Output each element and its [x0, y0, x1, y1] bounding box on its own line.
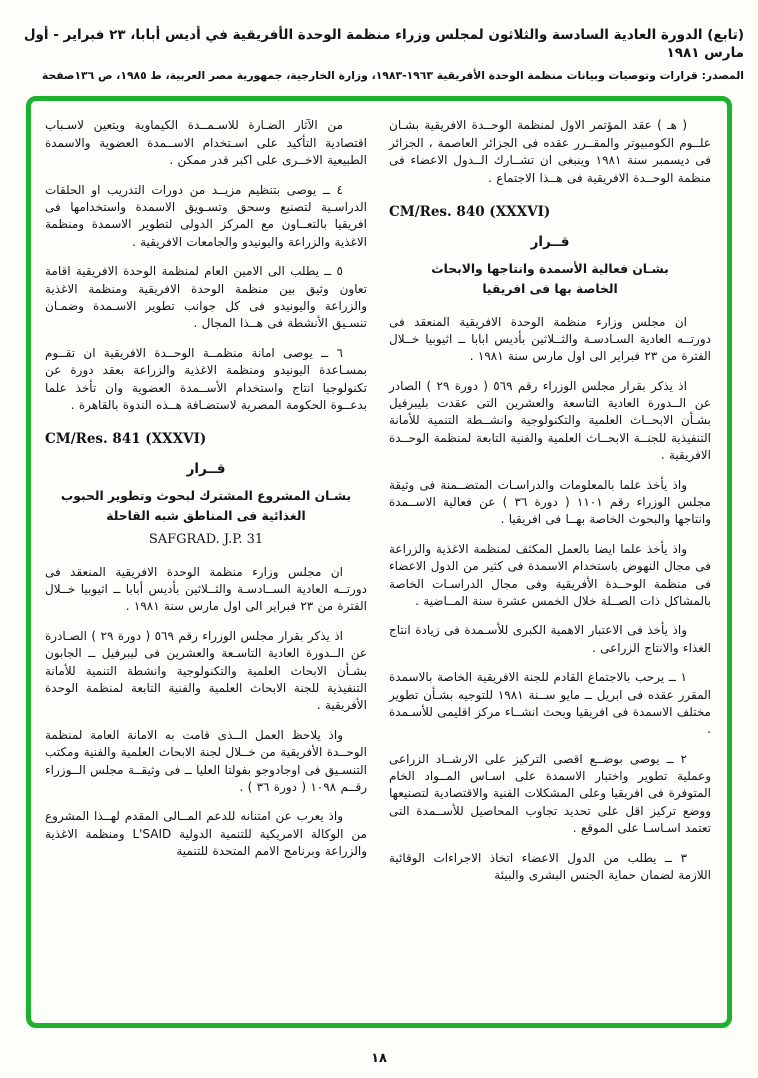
- resolution-ref-841: CM/Res. 841 (XXXVI): [45, 431, 207, 448]
- paragraph-gratitude-usaid: واذ يعرب عن امتنانه للدعم المــالى المقدم لهــذا المشروع من الوكالة الامريكية للتنمية الدولية L'SAID ومنظمة الاغذية والزراعة وبرنامج الامم المتحدة للتنمية: [45, 809, 367, 859]
- paragraph-recall-569-841: اذ يذكر بقرار مجلس الوزراء رقم ٥٦٩ ( دورة ٢٩ ) الصـادرة عن الــدورة العادية التاسـعة والعشرين فى ليبرفيل ــ الجابون بشـأن الابحاث العلمية والتكنولوجية وانشطة التنمية للأمانة التنفيذية للجنة الابحاث العلمية والفنية التابعة لمنظمة الوحدة الأفريقية .: [45, 628, 367, 713]
- content-frame: [26, 96, 732, 1028]
- column-right: [389, 117, 711, 1023]
- paragraph-note-secretariat-work: واذ يلاحظ العمل الــذى قامت به الامانة العامة لمنظمة الوحــدة الأفريقية من خــلال لجنة الابحاث العلمية والفنية ومكتب التنسـيق فى اوجادوجو بفولتا العليا ــ فى وثيقــة مجلس الــوزراء رقــم ١٠٩٨ ( دورة ٣٦ ) .: [45, 727, 367, 794]
- resolution-841-title-word: قــرار: [186, 460, 226, 477]
- paragraph-recall-569: اذ يذكر بقرار مجلس الوزراء رقم ٥٦٩ ( دورة ٢٩ ) الصادر عن الــدورة العادية التاسعة والعشرين التى عقدت بليبرفيل بشـأن الابحــاث العلمية والتكنولوجية وانشــطة التنمية للأمانة التنفيذية للجنــة الابحــاث العلمية والفنية التابعة لمنظمة الوحــدة الافريقية .: [389, 378, 711, 463]
- paragraph-council-session: ان مجلس وزارء منظمة الوحدة الافريقية المنعقد فى دورتــه العادية السـادسـة والثــلاثين بأديس ابابا ــ اثيوبيا خــلال الفترة من ٢٣ فبراير الى اول مارس سنة ١٩٨١ .: [389, 314, 711, 364]
- two-column-body: [45, 117, 711, 1023]
- numbered-item-3: ٣ ــ يطلب من الدول الاعضاء اتخاذ الاجراءات الوقائية اللازمة لضمان حماية الجنس البشرى والبيئة: [389, 850, 711, 883]
- resolution-841-subject-line1: بشـان المشروع المشترك لبحوث وتطوير الحبوب: [60, 489, 352, 504]
- header-source-line: المصدر: قرارات وتوصيات وبيانات منظمة الوحدة الأفريقية ١٩٦٣-١٩٨٣، وزارة الخارجية، جمهورية مصر العربية، ط ١٩٨٥، ص ١٣٦صفحة: [41, 69, 744, 83]
- resolution-841-safgrad-code: SAFGRAD. J.P. 31: [148, 531, 264, 547]
- column-left: [45, 117, 367, 1023]
- paragraph-fertilizer-importance: واذ يأخذ فى الاعتبار الاهمية الكبرى للأسـمدة فى زيادة انتاج الغذاء والانتاج الزراعى .: [389, 623, 711, 655]
- resolution-841-subject-line2: الغذائية فى المناطق شبه القاحلة: [106, 509, 306, 524]
- numbered-item-4: ٤ ــ يوصى بتنظيم مزيــد من دورات التدريب او الحلقات الدراسـية لتصنيع وسحق وتسـويق الاسمدة واستخدامها فى افريقيا بالتعــاون مع المركز الدولى لتطوير الاسمدة ومنظمة الاغذية والزراعة واليونيدو والجامعات الافريقية .: [45, 182, 367, 249]
- numbered-item-1: ١ ــ يرحب بالاجتماع القادم للجنة الافريقية الخاصة بالاسمدة المقرر عقده فى ابريل ــ مايو ســنة ١٩٨١ للتوجيه بشـأن تطوير مختلف الاسمدة فى افريقيا وبحث انشــاء مركز اقليمى للأسـمدة .: [389, 670, 711, 737]
- resolution-840-subject-line2: الخاصة بها فى افريقيا: [482, 281, 618, 296]
- paragraph-item-h: ( هـ ) عقد المؤتمر الاول لمنظمة الوحــدة الافريقية بشـان علــوم الكومبيوتر والمقــرر عقده فى الجزائر العاصمة ، الجزائر فى ديسمبر سنة ١٩٨١ وينبغى ان تشــارك الــدول الاعضاء فى منظمة الوحــدة الافريقية فى هــذا الاجتماع .: [389, 118, 712, 185]
- paragraph-council-session-841: ان مجلس وزارء منظمة الوحدة الافريقية المنعقد فى دورتــه العادية الســادسـة والثــلاثين بأديس أبابا ــ اثيوبيا خــلال الفترة من ٢٣ فبراير الى اول مارس سنة ١٩٨١ .: [45, 564, 367, 614]
- paragraph-note-fao-work: واذ يأخذ علما ايضا بالعمل المكثف لمنظمة الاغذية والزراعة فى مجال النهوض باستخدام الاسمدة فى كثير من الدول الاعضاء فى منظمة الوحــدة الأفريقية وفى مجال الدراسـات الخاصة بالمشاكل ذات الصــلة خلال الخمس عشرة سنة المــاضية .: [389, 541, 711, 608]
- page-header: [0, 0, 758, 83]
- numbered-item-5: ٥ ــ يطلب الى الامين العام لمنظمة الوحدة الافريقية اقامة تعاون وثيق بين منظمة الوحدة الافريقية ومنظمة الاغذية والزراعة واليونيدو فى كل جوانب تطوير الاسـمدة وضمـان تنسـيق الأنشطة فى هــذا المجال .: [45, 264, 367, 331]
- resolution-840-title-word: قــرار: [530, 233, 570, 250]
- page-number: ١٨: [371, 1051, 387, 1066]
- resolution-840-subject-line1: بشـان فعالية الأسمدة وانتاجها والابحاث: [431, 262, 669, 277]
- resolution-841-title: [45, 460, 367, 550]
- paragraph-continuation: من الآثار الضـارة للاسـمــدة الكيماوية ويتعين لاسـباب اقتصادية التأكيد على اسـتخدام الاســمدة العضوية والاسمدة الطبيعية الاخــرى على اكبر قدر ممكن .: [45, 118, 367, 168]
- page-footer: [0, 1051, 758, 1066]
- numbered-item-2: ٢ ــ يوصى بوضــع اقصى التركيز على الارشــاد الزراعى وعملية تطوير واختبار الاسمدة على اسـاس المــواد الخام المتوفرة فى افريقيا وعلى المشكلات الفنية والاقتصادية لتصنيعها ووضع تركيز اقل على تحديد تجاوب المحاصيل للأســمدة التى تعتمد اسـاسـا على الموقع .: [389, 751, 711, 836]
- header-session-line: (تابع) الدورة العادية السادسة والثلاثون لمجلس وزراء منظمة الوحدة الأفريقية في أديس أبابا، ٢٣ فبراير - أول مارس ١٩٨١: [23, 27, 744, 62]
- numbered-item-6: ٦ ــ يوصى امانة منظمــة الوحــدة الافريقية ان تقــوم بمسـاعدة اليونيدو ومنظمة الاغذية والزراعة بعقد دورة عن تكنولوجيا انتاج واستخدام الأســمدة العضوية وان تأخذ علما بدعــوة الحكومة المصرية لاستضـافة هــذه الندوة بالقاهرة .: [45, 345, 367, 412]
- paragraph-note-doc-1101: واذ يأخذ علما بالمعلومات والدراسـات المتضــمنة فى وثيقة مجلس الوزراء رقم ١١٠١ ( دورة ٣٦ ) عن فعالية الاســمدة وانتاجها والبحوث الخاصة بهــا فى افريقيا .: [389, 477, 711, 527]
- resolution-ref-840: CM/Res. 840 (XXXVI): [389, 204, 551, 221]
- resolution-840-title: [389, 233, 711, 300]
